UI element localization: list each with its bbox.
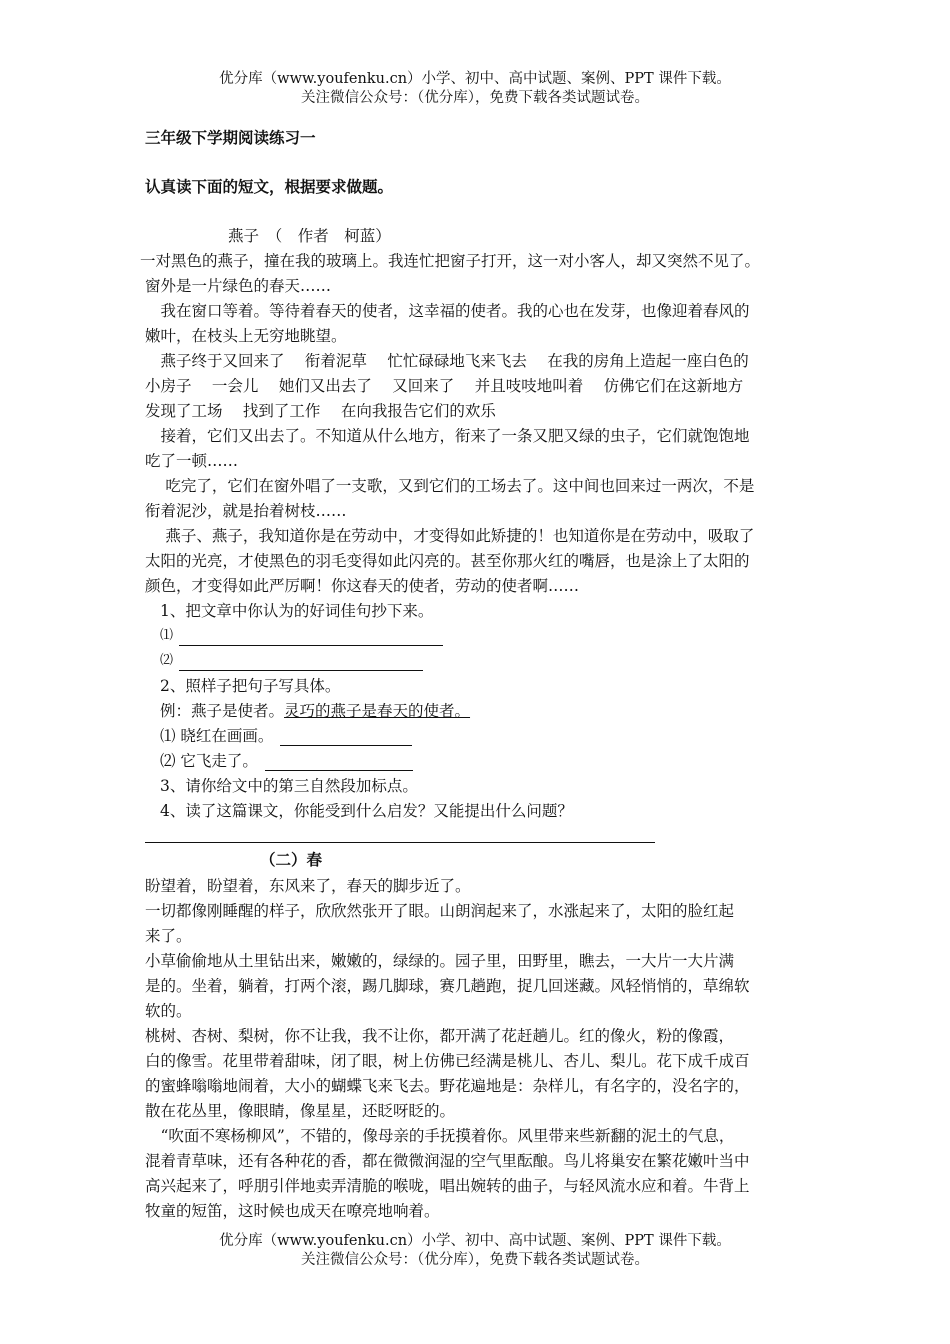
passage1-line: 燕子、燕子，我知道你是在劳动中，才变得如此矫捷的！也知道你是在劳动中，吸取了: [145, 527, 755, 545]
passage1-line: 一对黑色的燕子，撞在我的玻璃上。我连忙把窗子打开，这一对小客人，却又突然不见了。: [140, 252, 761, 270]
passage1-line: 吃完了，它们在窗外唱了一支歌，又到它们的工场去了。这中间也回来过一两次，不是: [145, 477, 755, 495]
passage2-line: 混着青草味，还有各种花的香，都在微微润湿的空气里酝酿。鸟儿将巢安在繁花嫩叶当中: [145, 1152, 750, 1170]
passage1-line: 发现了工场 找到了工作 在向我报告它们的欢乐: [145, 402, 496, 420]
question-1: 1、把文章中你认为的好词佳句抄下来。: [160, 602, 434, 620]
passage2-line: 散在花丛里，像眼睛，像星星，还眨呀眨的。: [145, 1102, 456, 1120]
passage2-line: “吹面不寒杨柳风”，不错的，像母亲的手抚摸着你。风里带来些新翻的泥土的气息，: [145, 1127, 735, 1145]
passage1-line: 燕子终于又回来了 衔着泥草 忙忙碌碌地飞来飞去 在我的房角上造起一座白色的: [145, 352, 749, 370]
example-prefix: 例：燕子是使者。: [160, 702, 285, 720]
answer-1a: [160, 626, 443, 646]
header-line-1: 优分库（www.youfenku.cn）小学、初中、高中试题、案例、PPT 课件下载。: [219, 71, 731, 87]
question-3: 3、请你给文中的第三自然段加标点。: [160, 777, 418, 795]
page-title: 三年级下学期阅读练习一: [145, 128, 316, 147]
passage1-line: 吃了一顿……: [145, 452, 239, 470]
passage1-line: 颜色，才变得如此严厉啊！你这春天的使者，劳动的使者啊……: [145, 577, 580, 595]
passage1-line: 窗外是一片绿色的春天……: [145, 277, 332, 295]
answer-2b-label: ⑵ 它飞走了。: [160, 752, 258, 770]
passage2-line: 的蜜蜂嗡嗡地闹着，大小的蝴蝶飞来飞去。野花遍地是：杂样儿，有名字的，没名字的，: [145, 1077, 750, 1095]
page-footer: [0, 1232, 950, 1270]
passage2-line: 软的。: [145, 1002, 192, 1020]
passage1-line: 我在窗口等着。等待着春天的使者，这幸福的使者。我的心也在发芽，也像迎着春风的: [145, 302, 750, 320]
footer-line-1: 优分库（www.youfenku.cn）小学、初中、高中试题、案例、PPT 课件下载。: [219, 1233, 731, 1249]
passage2-line: 来了。: [145, 927, 192, 945]
passage1-line: 衔着泥沙，就是抬着树枝……: [145, 502, 347, 520]
answer-1b-blank[interactable]: [179, 654, 423, 671]
answer-2b-blank[interactable]: [265, 754, 413, 771]
page-header-top: [0, 70, 950, 108]
answer-1a-label: ⑴: [160, 628, 174, 643]
answer-2a-label: ⑴ 晓红在画画。: [160, 727, 274, 745]
passage2-line: 盼望着，盼望着，东风来了，春天的脚步近了。: [145, 877, 471, 895]
answer-4-line[interactable]: [145, 842, 655, 843]
passage1-line: 嫩叶，在枝头上无穷地眺望。: [145, 327, 347, 345]
instruction: 认真读下面的短文，根据要求做题。: [145, 177, 394, 196]
passage1-line: 太阳的光亮，才使黑色的羽毛变得如此闪亮的。甚至你那火红的嘴唇，也是涂上了太阳的: [145, 552, 750, 570]
passage2-line: 高兴起来了，呼朋引伴地卖弄清脆的喉咙，唱出婉转的曲子，与轻风流水应和着。牛背上: [145, 1177, 750, 1195]
answer-2a: [160, 726, 412, 746]
example-answer: 灵巧的燕子是春天的使者。: [284, 702, 471, 720]
footer-line-2: 关注微信公众号：（优分库），免费下载各类试题试卷。: [301, 1252, 649, 1268]
answer-2a-blank[interactable]: [280, 729, 412, 746]
answer-1a-blank[interactable]: [179, 629, 443, 646]
passage2-line: 是的。坐着，躺着，打两个滚，踢几脚球，赛几趟跑，捉几回迷藏。风轻悄悄的，草绵软: [145, 977, 750, 995]
answer-1b: [160, 651, 423, 671]
question-4: 4、读了这篇课文，你能受到什么启发？又能提出什么问题？: [160, 802, 573, 820]
passage1-line: 小房子 一会儿 她们又出去了 又回来了 并且吱吱地叫着 仿佛它们在这新地方: [145, 377, 744, 395]
passage2-line: 小草偷偷地从土里钻出来，嫩嫩的，绿绿的。园子里，田野里，瞧去，一大片一大片满: [145, 952, 735, 970]
passage1-line: 接着，它们又出去了。不知道从什么地方，衔来了一条又肥又绿的虫子，它们就饱饱地: [145, 427, 750, 445]
question-2-example: [160, 701, 470, 721]
passage2-line: 白的像雪。花里带着甜味，闭了眼，树上仿佛已经满是桃儿、杏儿、梨儿。花下成千成百: [145, 1052, 750, 1070]
passage2-line: 牧童的短笛，这时候也成天在嘹亮地响着。: [145, 1202, 440, 1220]
passage1-heading: 燕子 （ 作者 柯蓝）: [228, 227, 391, 245]
header-line-2: 关注微信公众号：（优分库），免费下载各类试题试卷。: [301, 90, 649, 106]
answer-2b: [160, 751, 413, 771]
passage2-line: 一切都像刚睡醒的样子，欣欣然张开了眼。山朗润起来了，水涨起来了，太阳的脸红起: [145, 902, 735, 920]
answer-1b-label: ⑵: [160, 653, 174, 668]
passage2-line: 桃树、杏树、梨树，你不让我，我不让你，都开满了花赶趟儿。红的像火，粉的像霞，: [145, 1027, 735, 1045]
passage2-heading: （二）春: [260, 850, 323, 869]
question-2: 2、照样子把句子写具体。: [160, 677, 341, 695]
